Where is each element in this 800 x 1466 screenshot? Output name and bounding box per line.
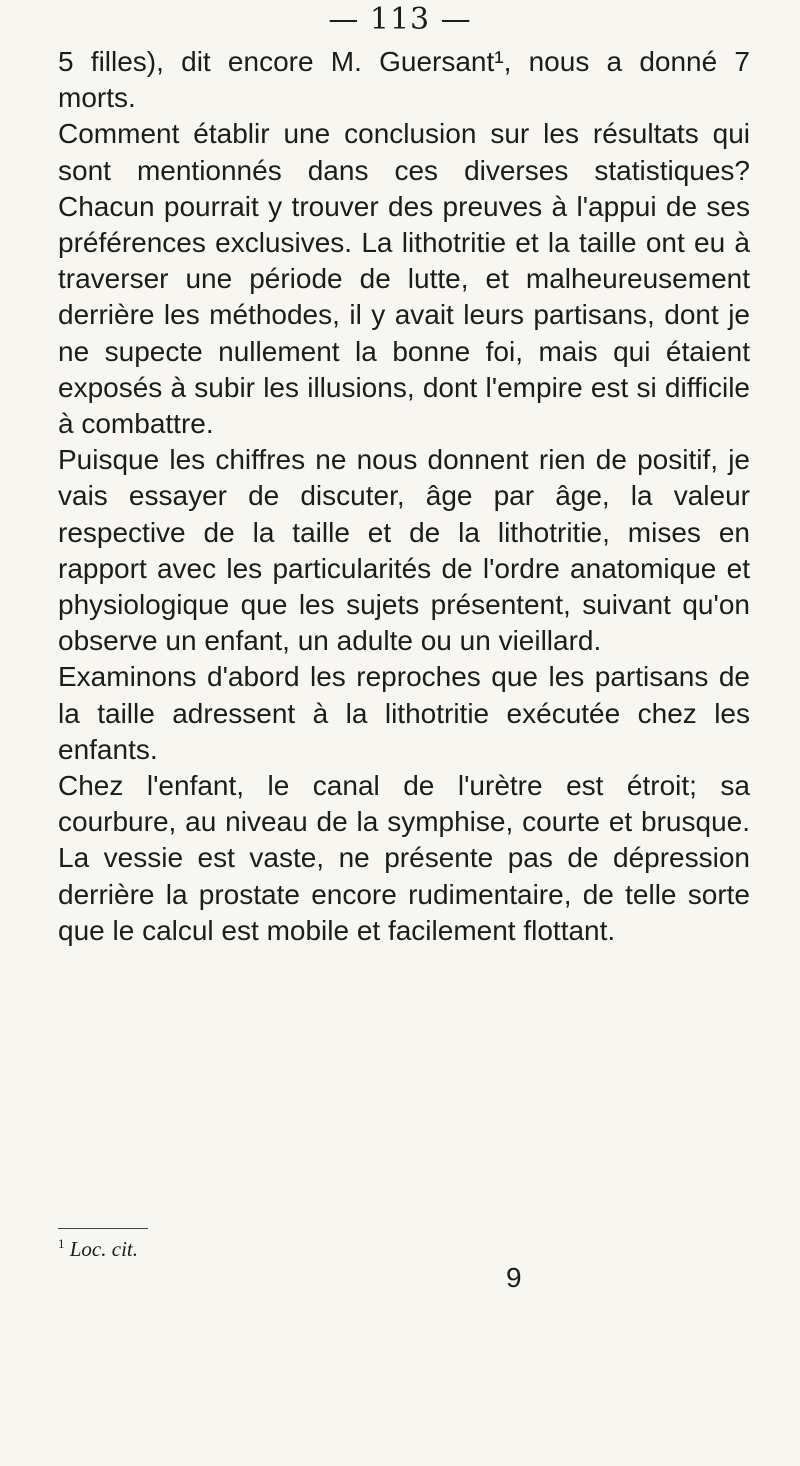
- paragraph-1: 5 filles), dit encore M. Guersant¹, nous a donné 7 morts.: [58, 46, 750, 114]
- footnote: [58, 1236, 138, 1262]
- paragraph-3: Puisque les chiffres ne nous donnent rien de positif, je vais essayer de discuter, âge par âge, la valeur respective de la taille et de la lithotritie, mises en rapport avec les particularités de l'ordre anatomique et physiologique que les sujets présentent, suivant qu'on observe un enfant, un adulte ou un vieillard.: [58, 444, 750, 657]
- signature-mark: 9: [506, 1262, 522, 1293]
- paragraph-4: Examinons d'abord les reproches que les partisans de la taille adressent à la lithotritie exécutée chez les enfants.: [58, 661, 750, 765]
- paragraph-2: Comment établir une conclusion sur les résultats qui sont mentionnés dans ces diverses statistiques? Chacun pourrait y trouver des preuves à l'appui de ses préférences exclusives. La lithotritie et la taille ont eu à traverser une période de lutte, et malheureusement derrière les méthodes, il y avait leurs partisans, dont je ne supecte nullement la bonne foi, mais qui étaient exposés à subir les illusions, dont l'empire est si difficile à combattre.: [58, 118, 750, 440]
- footnote-text: Loc. cit.: [69, 1237, 138, 1261]
- footnote-mark: 1: [58, 1236, 65, 1251]
- footnote-rule: [58, 1228, 148, 1229]
- body-text: [58, 44, 750, 949]
- page-number: — 113 —: [328, 2, 472, 37]
- paragraph-5: Chez l'enfant, le canal de l'urètre est étroit; sa courbure, au niveau de la symphise, courte et brusque. La vessie est vaste, ne présente pas de dépression derrière la prostate encore rudimentaire, de telle sorte que le calcul est mobile et facilement flottant.: [58, 770, 750, 946]
